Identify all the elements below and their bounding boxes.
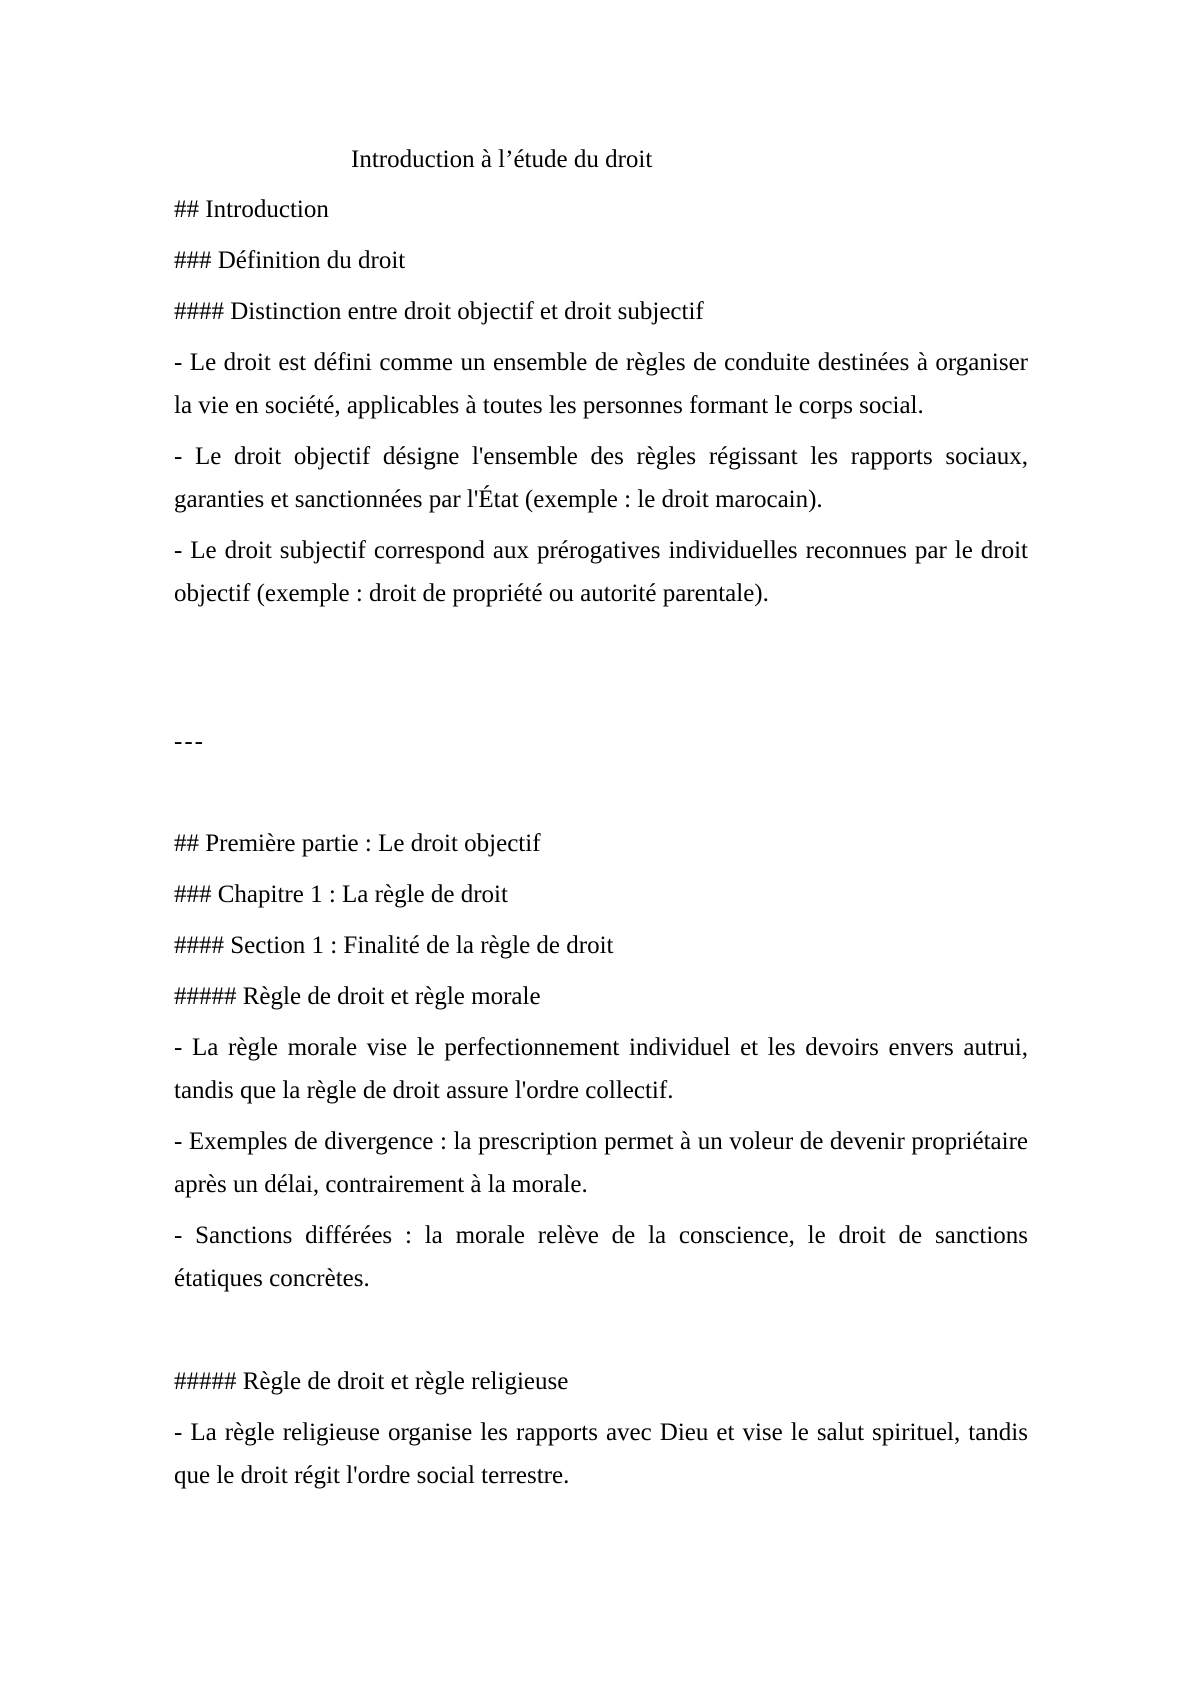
heading-section-1: #### Section 1 : Finalité de la règle de droit <box>174 932 614 959</box>
bullet-paragraph: - Le droit objectif désigne l'ensemble des règles régissant les rapports sociaux, garanties et sanctionnées par l'État (exemple : le droit marocain). <box>174 443 1028 513</box>
bullet-paragraph: - La règle morale vise le perfectionnement individuel et les devoirs envers autrui, tandis que la règle de droit assure l'ordre collectif. <box>174 1034 1028 1104</box>
heading-regle-morale: ##### Règle de droit et règle morale <box>174 983 541 1010</box>
bullet-paragraph: - Le droit subjectif correspond aux prérogatives individuelles reconnues par le droit objectif (exemple : droit de propriété ou autorité parentale). <box>174 537 1028 607</box>
heading-chapitre-1: ### Chapitre 1 : La règle de droit <box>174 881 508 908</box>
document-title: Introduction à l’étude du droit <box>351 146 653 173</box>
heading-introduction: ## Introduction <box>174 196 329 223</box>
bullet-paragraph: - La règle religieuse organise les rapports avec Dieu et vise le salut spirituel, tandis que le droit régit l'ordre social terrestre. <box>174 1419 1028 1489</box>
intro-section <box>174 188 1028 615</box>
bullet-paragraph: - Le droit est défini comme un ensemble de règles de conduite destinées à organiser la vie en société, applicables à toutes les personnes formant le corps social. <box>174 349 1028 419</box>
bullet-paragraph: - Sanctions différées : la morale relève de la conscience, le droit de sanctions étatiques concrètes. <box>174 1222 1028 1292</box>
horizontal-rule-separator: --- <box>174 728 205 755</box>
part1-section <box>174 822 1028 1300</box>
heading-premiere-partie: ## Première partie : Le droit objectif <box>174 830 541 857</box>
religieuse-section <box>174 1360 1028 1497</box>
heading-distinction: #### Distinction entre droit objectif et droit subjectif <box>174 298 704 325</box>
heading-regle-religieuse: ##### Règle de droit et règle religieuse <box>174 1368 569 1395</box>
bullet-paragraph: - Exemples de divergence : la prescription permet à un voleur de devenir propriétaire après un délai, contrairement à la morale. <box>174 1128 1028 1198</box>
heading-definition-du-droit: ### Définition du droit <box>174 247 406 274</box>
